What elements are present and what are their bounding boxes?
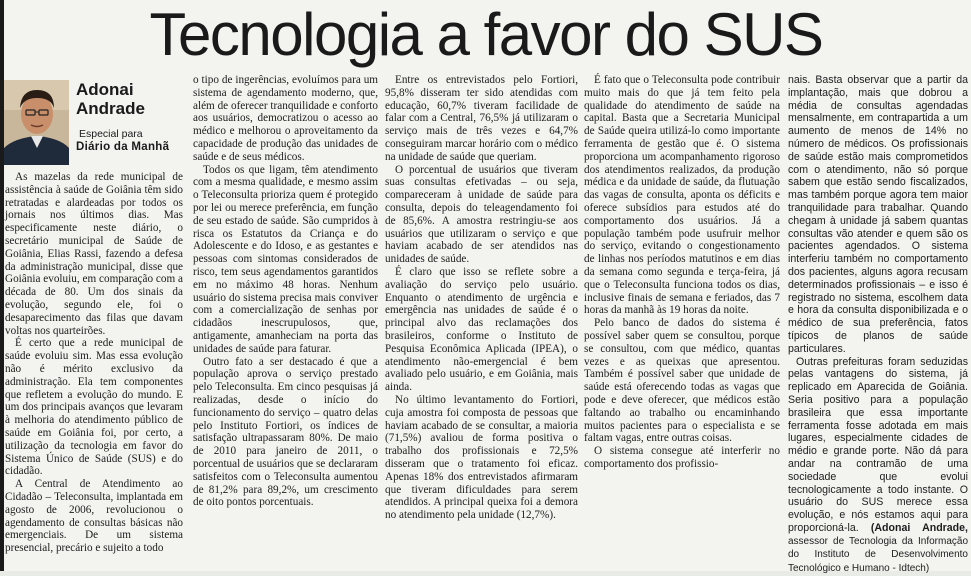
paragraph: No último levantamento do Fortiori, cuja amostra foi composta de pessoas que haviam acabado de se consultar, a maioria (71,5%) avaliou de forma positiva o trabalho dos profissionais e 72,5% disseram que o tratamento foi eficaz. Apenas 18% dos entrevistados afirmaram que tiveram dificuldades para serem atendidos. A principal queixa foi a demora no atendimento pela unidade (12,7%).	[385, 393, 578, 522]
article-column-3	[385, 74, 578, 522]
author-photo	[4, 80, 69, 165]
paragraph: É certo que a rede municipal de saúde evoluiu sim. Mas essa evolução não é mérito exclusivo da administração. Ela tem componentes que refletem a evolução do mundo. E um dos principais avanços que levaram à melhoria do atendimento público de saúde em Goiânia foi, por certo, a utilização da tecnologia em favor do Sistema Único de Saúde (SUS) e do cidadão.	[5, 337, 183, 478]
paragraph: É claro que isso se reflete sobre a avaliação do serviço pelo usuário. Enquanto o atendimento de urgência e emergência nas unidades de saúde é o principal alvo das reclamações dos brasileiros, conforme o Instituto de Pesquisa Econômica Aplicada (IPEA), o atendimento não-emergencial é bem avaliado pelo usuário, e em Goiânia, mais ainda.	[385, 265, 578, 394]
paragraph	[788, 356, 968, 576]
author-last-name: Andrade	[76, 99, 145, 118]
author-portrait-image	[4, 80, 69, 165]
paragraph-text: Outras prefeituras foram seduzidas pelas vantagens do sistema, já replicado em Aparecida de Goiânia. Seria positivo para a população brasileira que essa importante ferramenta fosse adotada em mais lugares, especialmente cidades de médio e grande porte. Não dá para andar na contramão de uma sociedade que evolui tecnologicamente a todo instante. O usuário do SUS merece essa evolução, e nós estamos aqui para proporcioná-la.	[788, 355, 968, 534]
author-name	[76, 80, 145, 118]
signature-name: (Adonai Andrade,	[870, 521, 968, 534]
article-column-2	[193, 74, 378, 509]
paragraph: É fato que o Teleconsulta pode contribuir muito mais do que já tem feito pela qualidade do atendimento de saúde na capital. Basta que a Secretaria Municipal de Saúde queira utilizá-lo como importante ferramenta de gestão que é. O sistema proporciona um acompanhamento rigoroso dos atendimentos realizados, da produção médica e da unidade de saúde, da flutuação das vagas de consulta, aponta os déficits e oferece subsídios para estudos até do comportamento dos usuários. Já a população também pode usufruir melhor do serviço, evitando o congestionamento de linhas nos períodos matutinos e em dias da semana como segunda e terça-feira, já que o Teleconsulta funciona todos os dias, inclusive finais de semana e feriados, das 7 horas da manhã às 19 horas da noite.	[584, 74, 780, 317]
newspaper-name: Diário da Manhã	[76, 141, 170, 153]
paragraph: A Central de Atendimento ao Cidadão – Teleconsulta, implantada em agosto de 2006, revolucionou o agendamento de consultas básicas não emergenciais. De um sistema presencial, precário e sujeito a todo	[5, 478, 183, 555]
article-column-1	[5, 171, 183, 555]
paragraph: Outro fato a ser destacado é que a população aprova o serviço prestado pelo Teleconsulta. Em cinco pesquisas já realizadas, desde o início do funcionamento do serviço – quatro delas pelo Instituto Fortiori, os índices de satisfação ultrapassaram 80%. De maio de 2010 para janeiro de 2011, o porcentual de usuários que se declararam satisfeitos com o Teleconsulta aumentou de 81,2% para 89,2%, um crescimento de oito pontos porcentuais.	[193, 355, 378, 509]
paragraph: Entre os entrevistados pelo Fortiori, 95,8% disseram ter sido atendidas com educação, 60,7% tiveram facilidade de falar com a Central, 76,5% já utilizaram o serviço mais de três vezes e 64,7% conseguiram marcar horário com o médico na unidade de saúde que queriam.	[385, 74, 578, 163]
paragraph: Pelo banco de dados do sistema é possível saber quem se consultou, porque se consultou, com que médico, quantas vezes e as queixas que apresentou. Também é possível saber que unidade de saúde está oferecendo todas as vagas que pode e deve oferecer, que médicos estão faltando ao trabalho ou encaminhando muitos pacientes para o especialista e se faltam vagas, entre outras coisas.	[584, 317, 780, 445]
paragraph: o tipo de ingerências, evoluímos para um sistema de agendamento moderno, que, além de oferecer tranquilidade e conforto aos usuários, democratizou o acesso ao médico e melhorou o aproveitamento da capacidade de produção das unidades de saúde e de seus médicos.	[193, 74, 378, 163]
author-first-name: Adonai	[76, 80, 134, 99]
signature-text: assessor de Tecnologia da Informação do Instituto de Desenvolvimento Tecnológico e Humano - Idtech)	[788, 535, 968, 575]
headline: Tecnologia a favor do SUS	[149, 1, 823, 68]
article-column-4	[584, 74, 780, 471]
paragraph: O porcentual de usuários que tiveram suas consultas efetivadas – ou seja, compareceram à unidade de saúde para consulta, depois do teleagendamento foi de 85,6%. A amostra restringiu-se aos usuários que utilizaram o serviço e que haviam acabado de ser atendidos nas unidades de saúde.	[385, 163, 578, 266]
paragraph: Todos os que ligam, têm atendimento com a mesma qualidade, e mesmo assim o Teleconsulta prioriza quem é protegido por lei ou merece preferência, em função de seu estado de saúde. São cumpridos à risca os Estatutos da Criança e do Adolescente e do Idoso, e as gestantes e pessoas com sintomas considerados de risco, tem seus agendamentos garantidos em no máximo 48 horas. Nenhum usuário do sistema precisa mais conviver com a comercialização de senhas por cidadãos inescrupulosos, que, antigamente, amanheciam na porta das unidades de saúde para faturar.	[193, 163, 378, 355]
paragraph: nais. Basta observar que a partir da implantação, mais que dobrou a média de consultas agendadas mensalmente, em contrapartida a um aumento de menos de 14% no número de médicos. Os profissionais de saúde estão mais comprometidos com o atendimento, não só porque sabem que estão sendo fiscalizados, mas também porque agora tem maior tranquilidade para trabalhar. Quando chegam à unidade já sabem quantas consultas vão atender e quem são os pacientes agendados. O sistema interferiu também no comportamento dos pacientes, alguns agora recusam determinados profissionais – e isso é registrado no sistema, escolhem data e hora da consulta disponibilizada e o médico de sua preferência, fatos típicos de planos de saúde particulares.	[788, 74, 968, 355]
article-column-5	[788, 74, 968, 576]
paragraph: O sistema consegue até interferir no comportamento dos profissio-	[584, 445, 780, 470]
paragraph: As mazelas da rede municipal de assistência à saúde de Goiânia têm sido retratadas e alardeadas por todos os jornais nos últimos dias. Mas especificamente neste diário, o secretário municipal de Saúde de Goiânia, Elias Rassi, fazendo a defesa da administração municipal, disse que Goiânia evoluiu, em comparação com a década de 80. Um dos sinais da evolução, segundo ele, foi o desaparecimento das filas que davam voltas nos quarteirões.	[5, 171, 183, 337]
author-role: Especial para	[79, 128, 143, 140]
